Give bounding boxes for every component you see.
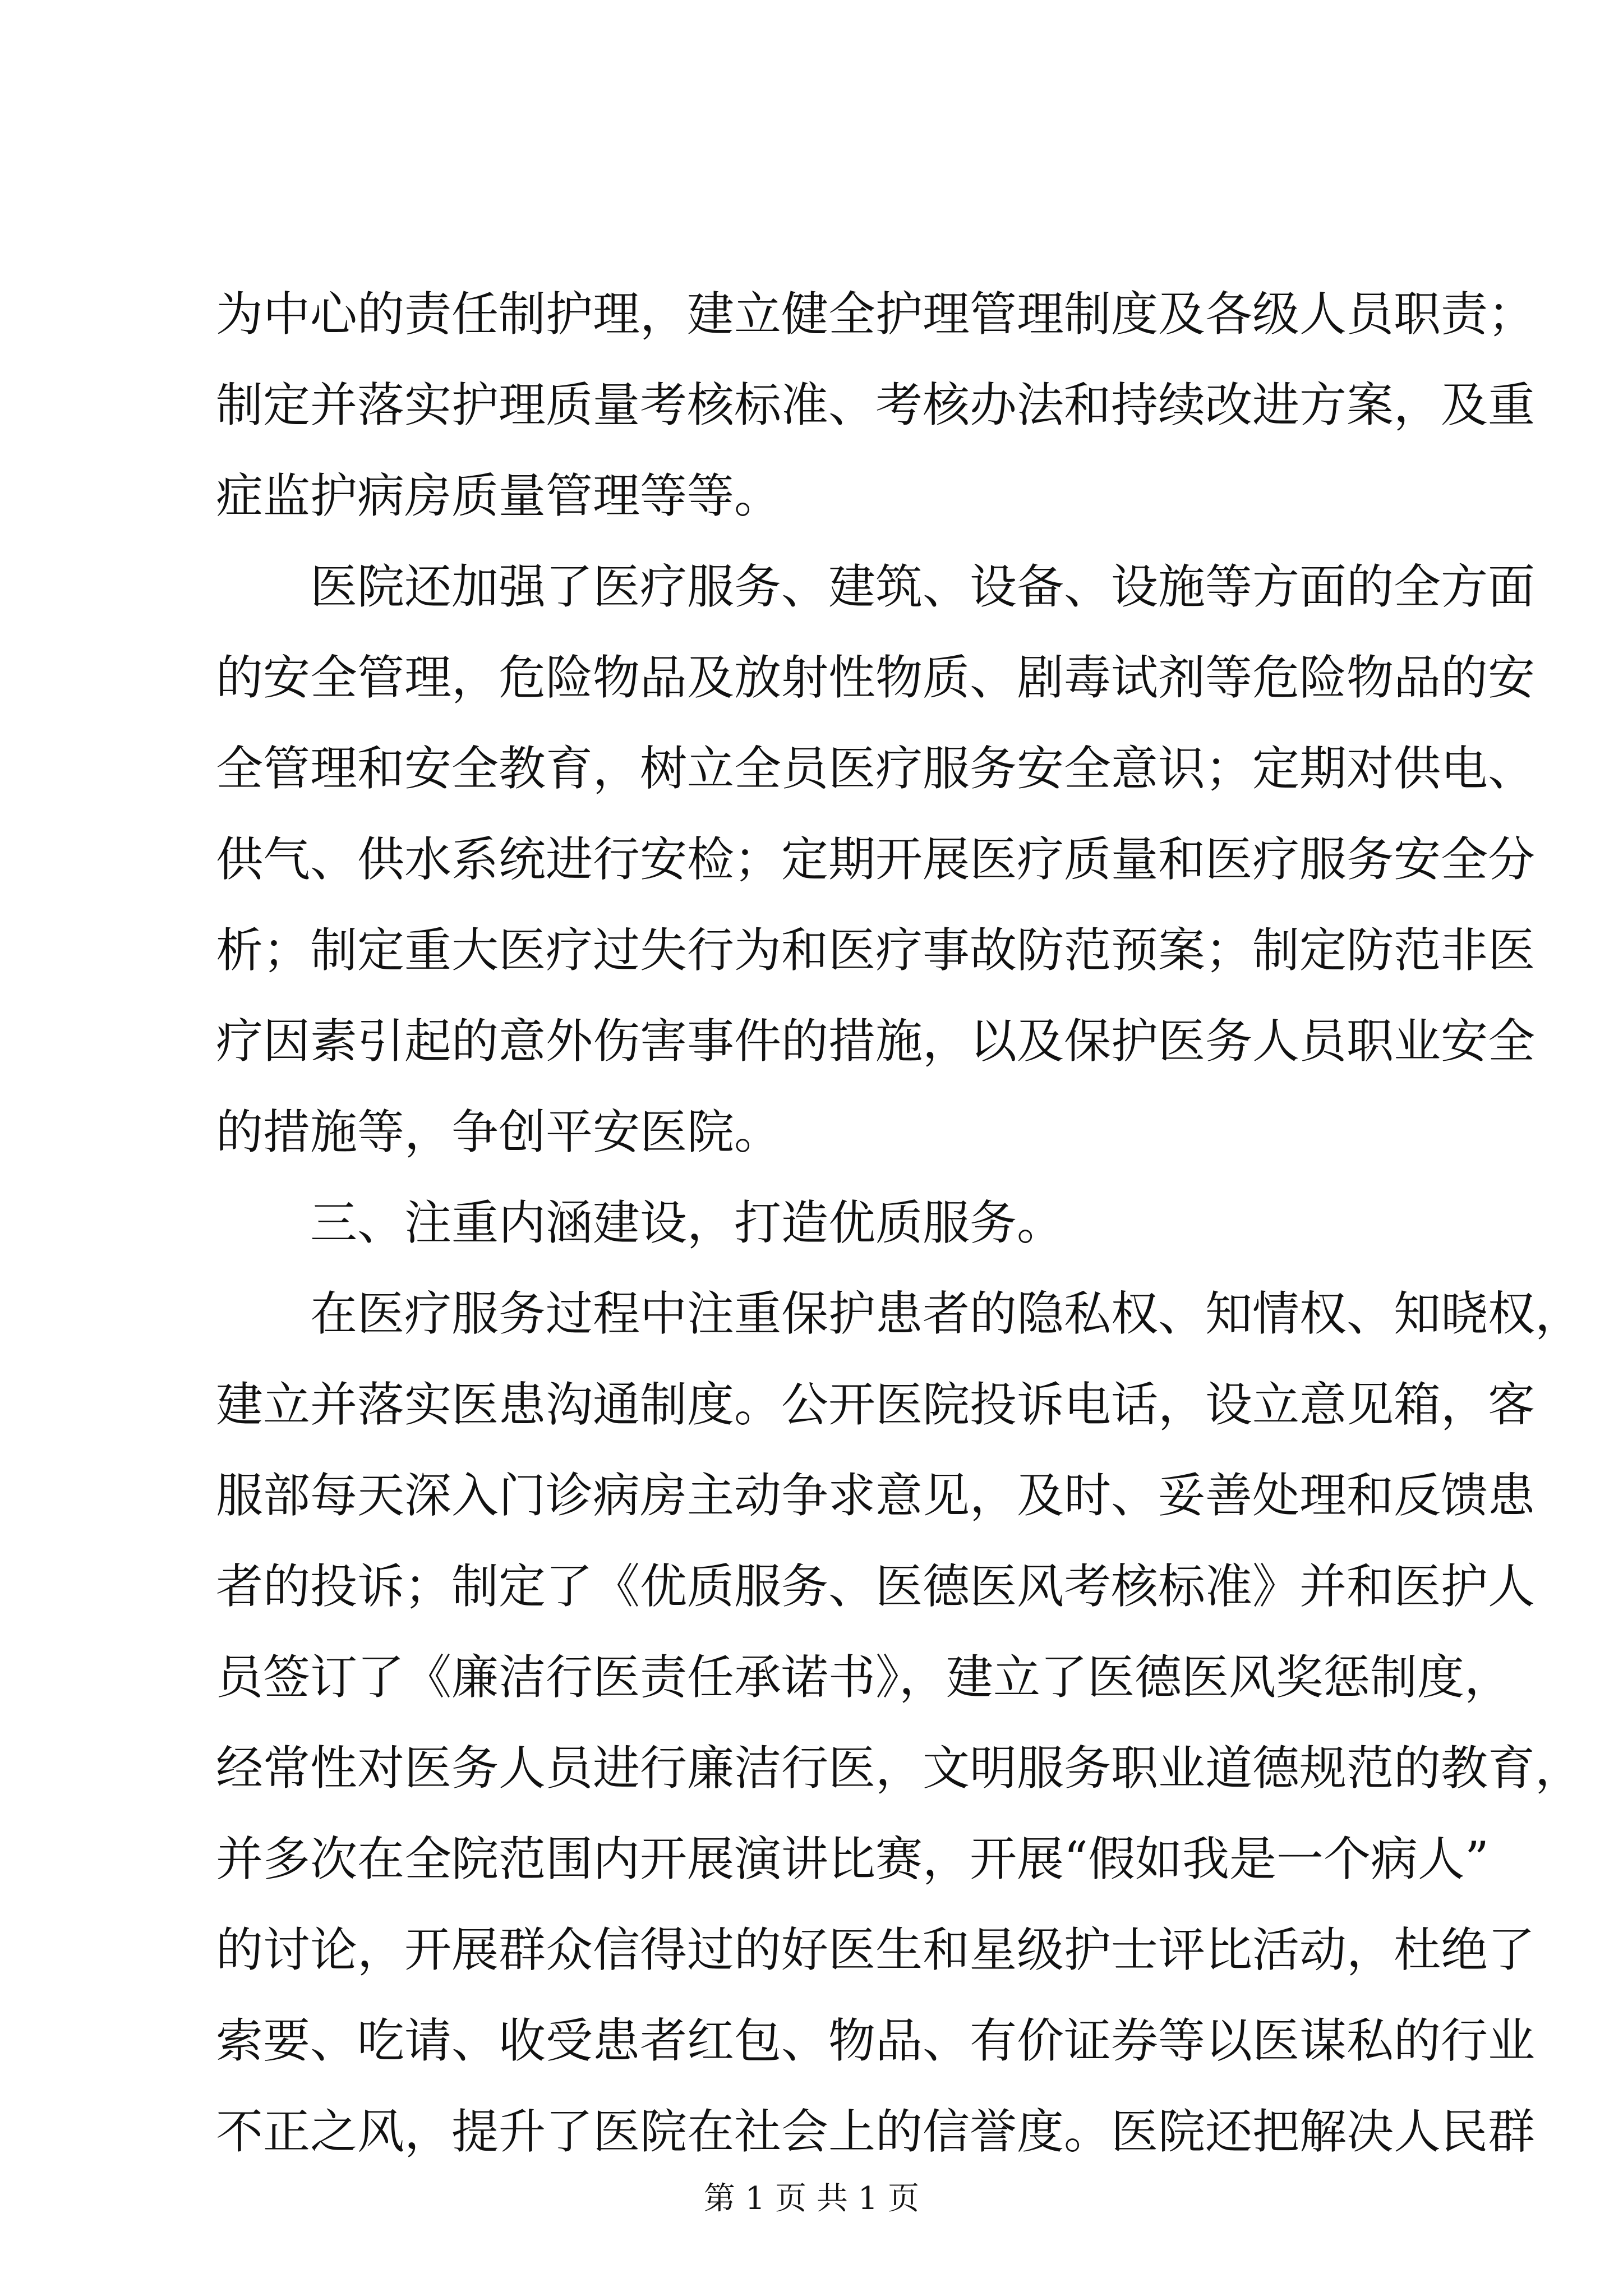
body-line-4: 医院还加强了医疗服务、建筑、设备、设施等方面的全方面 (310, 559, 1536, 614)
body-line-18: 并多次在全院范围内开展演讲比赛，开展“假如我是一个病人” (216, 1832, 1489, 1887)
body-line-20: 索要、吃请、收受患者红包、物品、有价证券等以医谋私的行业 (216, 2013, 1536, 2068)
body-line-2: 制定并落实护理质量考核标准、考核办法和持续改进方案，及重 (216, 378, 1536, 432)
body-line-19: 的讨论，开展群众信得过的好医生和星级护士评比活动，杜绝了 (216, 1922, 1536, 1977)
body-line-1: 为中心的责任制护理，建立健全护理管理制度及各级人员职责； (216, 287, 1536, 342)
body-line-10: 的措施等，争创平安医院。 (216, 1105, 782, 1159)
body-line-16: 员签订了《廉洁行医责任承诺书》，建立了医德医风奖惩制度， (216, 1650, 1512, 1705)
body-line-14: 服部每天深入门诊病房主动争求意见，及时、妥善处理和反馈患 (216, 1468, 1536, 1523)
section-heading: 三、注重内涵建设，打造优质服务。 (310, 1195, 1064, 1250)
body-line-13: 建立并落实医患沟通制度。公开医院投诉电话，设立意见箱，客 (216, 1377, 1536, 1432)
body-line-15: 者的投诉；制定了《优质服务、医德医风考核标准》并和医护人 (216, 1559, 1536, 1614)
body-line-12: 在医疗服务过程中注重保护患者的隐私权、知情权、知晓权， (310, 1286, 1583, 1341)
body-line-8: 析；制定重大医疗过失行为和医疗事故防范预案；制定防范非医 (216, 923, 1536, 978)
body-line-6: 全管理和安全教育，树立全员医疗服务安全意识；定期对供电、 (216, 741, 1536, 796)
body-line-17: 经常性对医务人员进行廉洁行医，文明服务职业道德规范的教育， (216, 1741, 1583, 1796)
body-line-5: 的安全管理，危险物品及放射性物质、剧毒试剂等危险物品的安 (216, 650, 1536, 705)
page-footer: 第 1 页 共 1 页 (703, 2180, 920, 2217)
body-line-9: 疗因素引起的意外伤害事件的措施，以及保护医务人员职业安全 (216, 1014, 1536, 1069)
body-line-7: 供气、供水系统进行安检；定期开展医疗质量和医疗服务安全分 (216, 832, 1536, 887)
body-line-3: 症监护病房质量管理等等。 (216, 468, 782, 523)
body-line-21: 不正之风，提升了医院在社会上的信誉度。医院还把解决人民群 (216, 2104, 1536, 2159)
